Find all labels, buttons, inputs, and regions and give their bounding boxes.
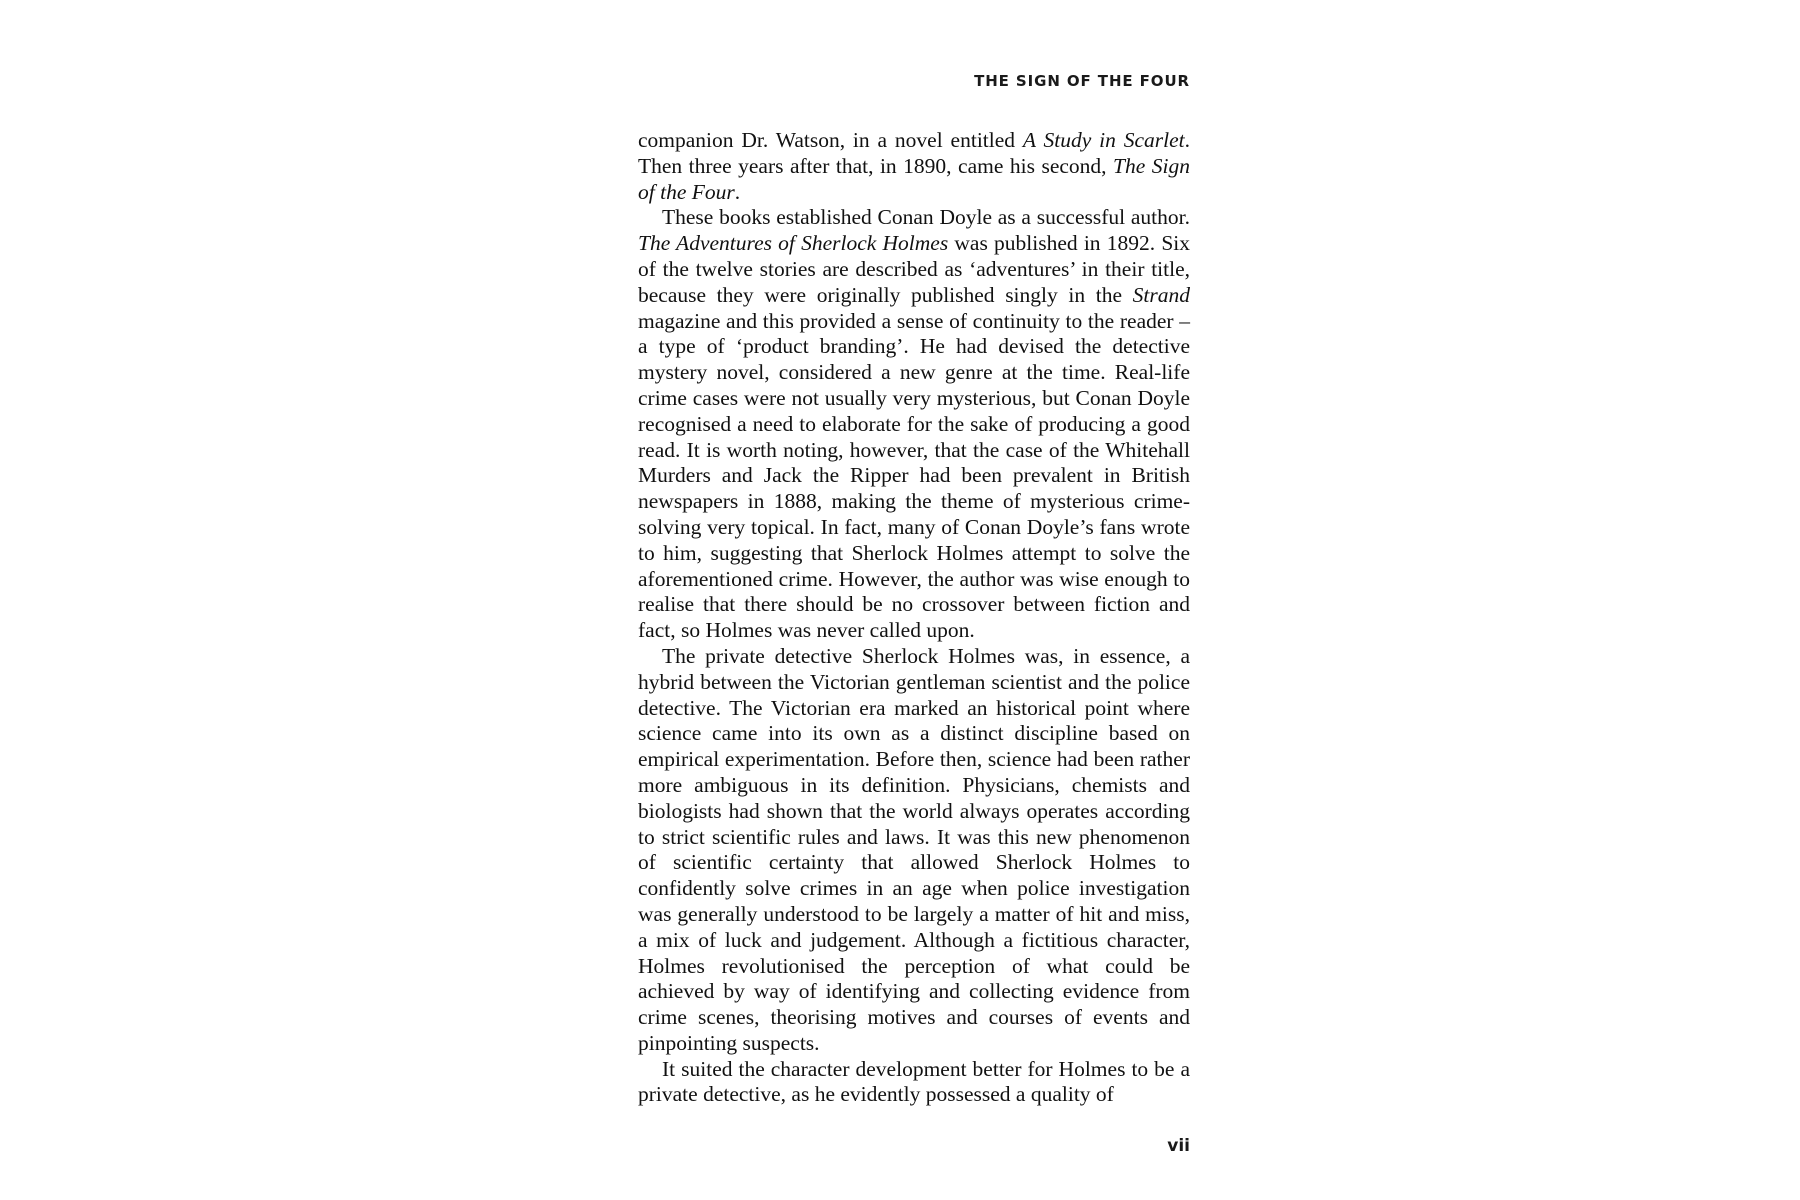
text-run: The private detective Sherlock Holmes was, in essence, a hybrid between the Victorian gentleman scientist and the police detective. The Victorian era marked an historical point where science came into its own as a distinct discipline based on empirical experimentation. Before then, science had been rather more ambiguous in its definition. Physicians, chemists and biologists had shown that the world always operates according to strict scientific rules and laws. It was this new phenomenon of scientific certainty that allowed Sherlock Holmes to confidently solve crimes in an age when police investigation was generally understood to be largely a matter of hit and miss, a mix of luck and judgement. Although a fictitious character, Holmes revolutionised the perception of what could be achieved by way of identifying and collecting evidence from crime scenes, theorising motives and courses of events and pinpointing suspects. bbox=[638, 643, 1190, 1055]
italic-title: The Sign of the Four bbox=[638, 153, 1190, 204]
paragraph bbox=[638, 1057, 1190, 1109]
paragraph bbox=[638, 205, 1190, 644]
text-run: companion Dr. Watson, in a novel entitled bbox=[638, 128, 1023, 152]
text-run: . Then three years after that, in 1890, came his second, bbox=[638, 128, 1191, 178]
italic-title: Strand bbox=[1132, 282, 1190, 307]
italic-title: The Adventures of Sherlock Holmes bbox=[638, 231, 949, 256]
text-run: These books established Conan Doyle as a successful author. bbox=[662, 205, 1190, 230]
paragraph bbox=[638, 644, 1190, 1057]
text-run: magazine and this provided a sense of continuity to the reader – a type of ‘product branding’. He had devised the detective mystery novel, considered a new genre at the time. Real-life crime cases were not usually very mysterious, but Conan Doyle recognised a need to elaborate for the sake of producing a good read. It is worth noting, however, that the case of the Whitehall Murders and Jack the Ripper had been prevalent in British newspapers in 1888, making the theme of mysterious crime-solving very topical. In fact, many of Conan Doyle’s fans wrote to him, suggesting that Sherlock Holmes attempt to solve the aforementioned crime. However, the author was wise enough to realise that there should be no crossover between fiction and fact, so Holmes was never called upon. bbox=[638, 308, 1190, 643]
text-run: . bbox=[734, 179, 741, 204]
paragraph bbox=[638, 128, 1190, 205]
running-head: THE SIGN OF THE FOUR bbox=[974, 72, 1190, 90]
italic-title: A Study in Scarlet bbox=[1022, 128, 1185, 152]
text-run: It suited the character development better for Holmes to be a private detective, as he evidently possessed a quality of bbox=[638, 1056, 1190, 1107]
page-number: vii bbox=[1167, 1136, 1190, 1156]
body-text bbox=[638, 128, 1190, 1108]
text-run: was published in 1892. Six of the twelve stories are described as ‘adventures’ in their title, because they were originally published singly in the bbox=[638, 231, 1190, 307]
